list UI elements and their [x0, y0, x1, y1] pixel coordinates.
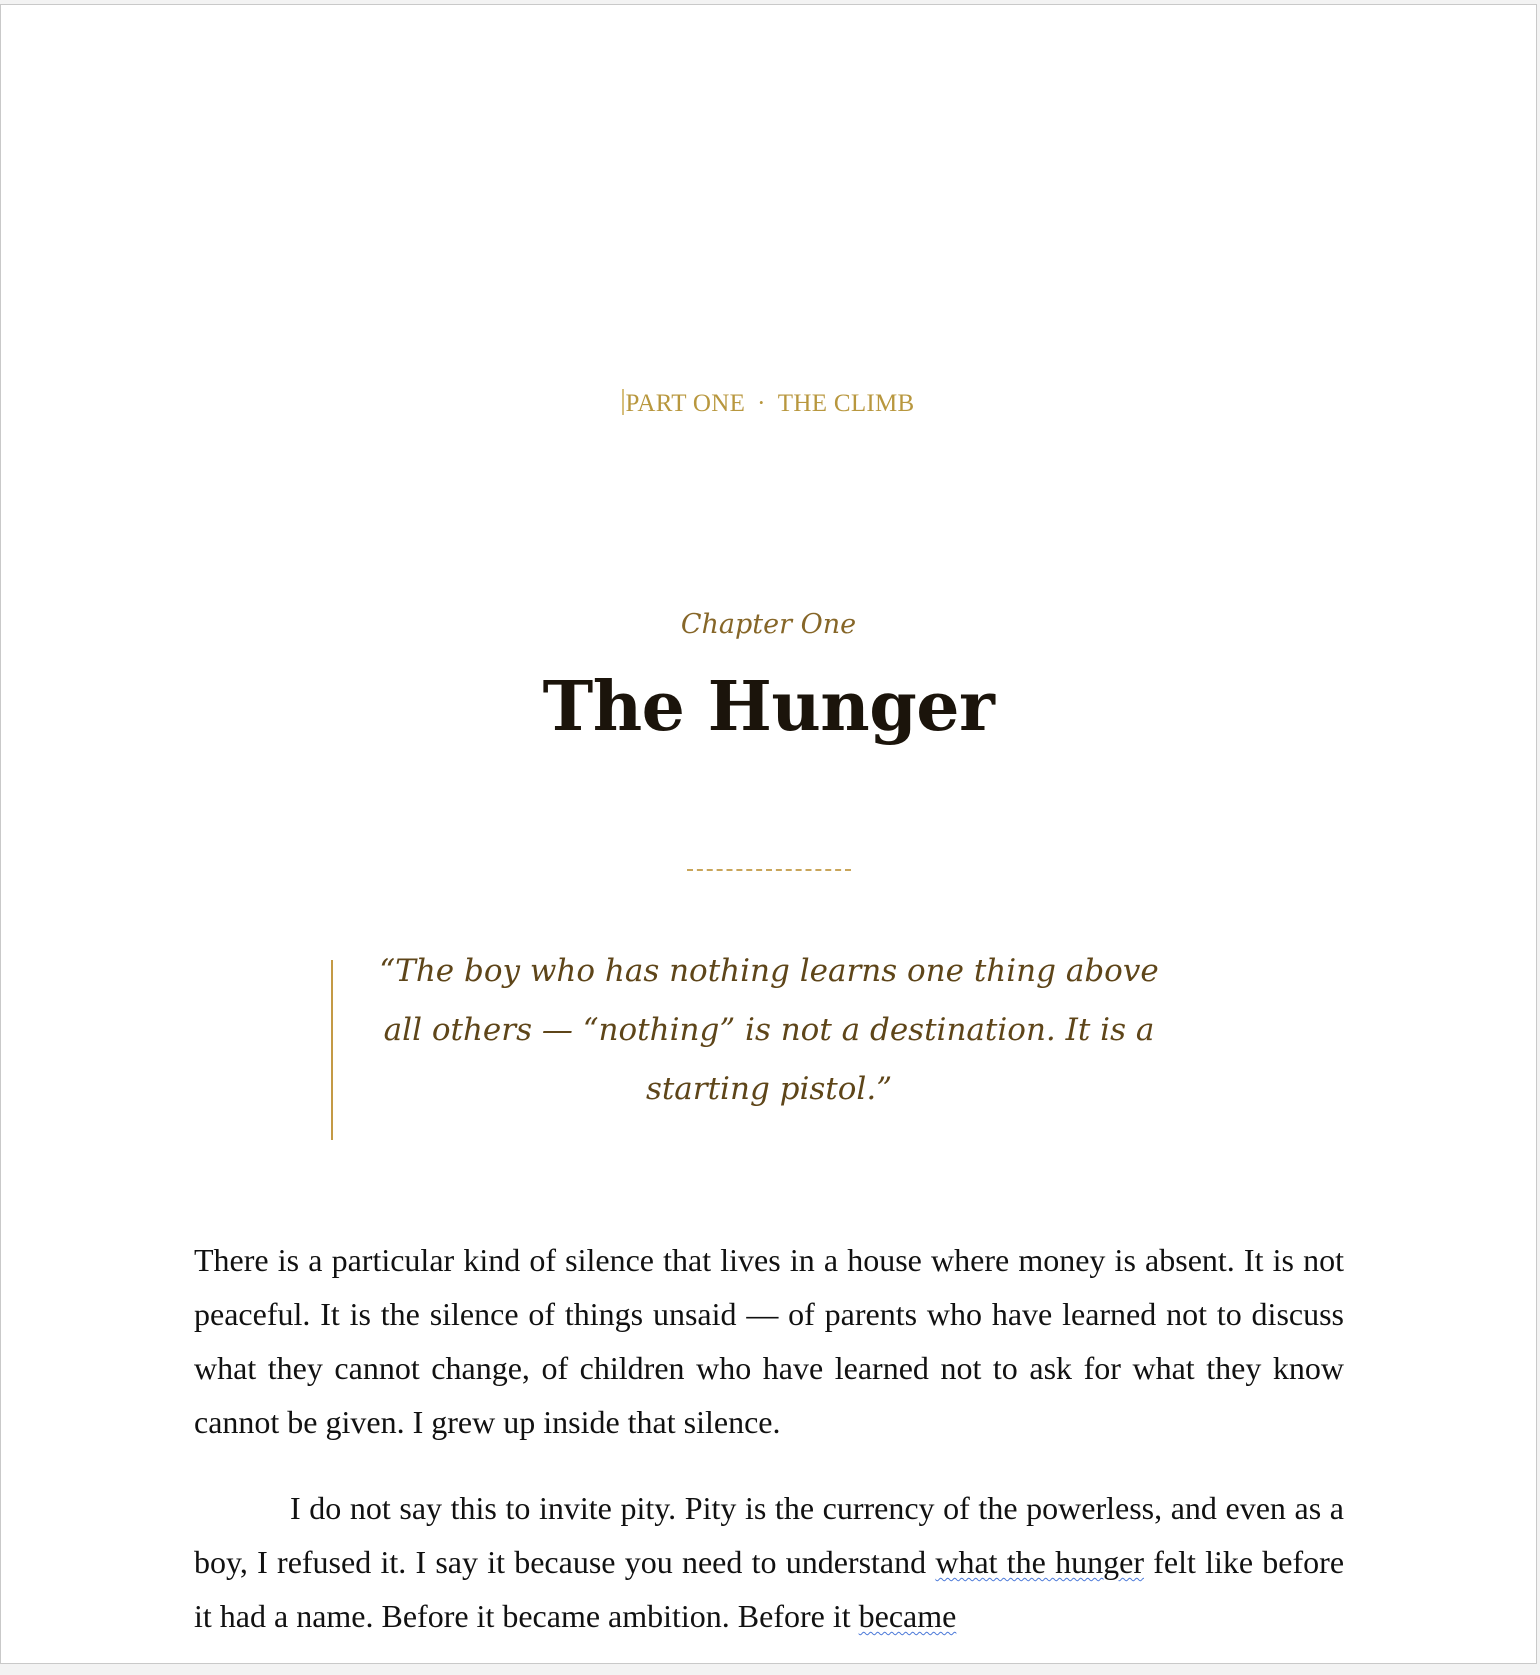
paragraph-text: felt like before it had a name. Before it became ambition. Before it: [194, 1544, 1345, 1634]
epigraph-block: [331, 953, 1183, 1140]
epigraph-text: “The boy who has nothing learns one thing above all others — “nothing” is not a destination. It is a starting pistol.”: [379, 953, 1159, 1107]
grammar-flagged-text[interactable]: became: [858, 1598, 957, 1634]
chapter-title: The Hunger: [542, 667, 995, 747]
document-page[interactable]: [0, 4, 1537, 1664]
part-heading: [1, 389, 1536, 418]
section-label: THE CLIMB: [777, 390, 915, 417]
chapter-label: Chapter One: [680, 609, 857, 640]
grammar-flagged-text[interactable]: what the hunger: [935, 1544, 1144, 1580]
paragraph-text: I do not say this to invite pity. Pity is the currency of the powerless, and even as a boy, I refused it. I say it because you need to understand: [194, 1490, 1344, 1580]
part-separator: ·: [757, 390, 766, 417]
ornamental-divider: [687, 869, 851, 871]
paragraph: [194, 1481, 1344, 1643]
body-text: [194, 1233, 1344, 1675]
paragraph: There is a particular kind of silence that lives in a house where money is absent. It is not peaceful. It is the silence of things unsaid — of parents who have learned not to discuss what they cannot change, of children who have learned not to ask for what they know cannot be given. I grew up inside that silence.: [194, 1242, 1344, 1440]
part-label: PART ONE: [625, 390, 746, 417]
